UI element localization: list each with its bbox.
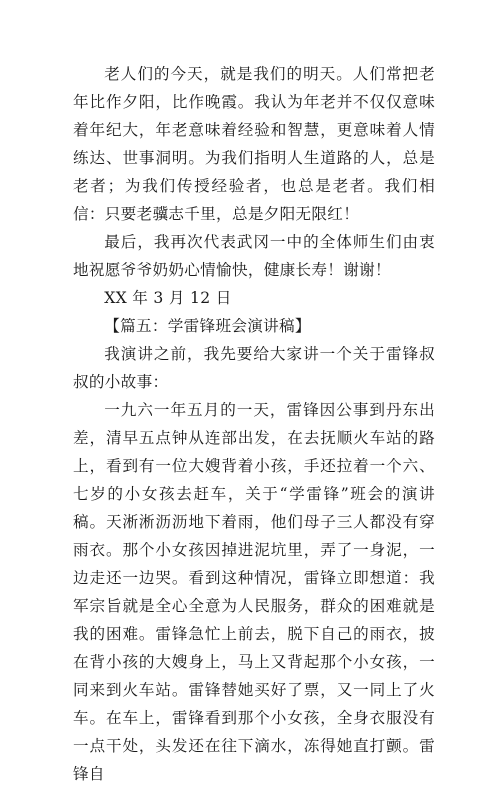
paragraph-lei-feng-story: 一九六一年五月的一天，雷锋因公事到丹东出差，清早五点钟从连部出发，在去抚顺火车站的路上，看到有一位大嫂背着小孩，手还拉着一个六、七岁的小女孩去赶车，关于“学雷锋”班会的演讲稿。天淅淅沥沥地下着雨，他们母子三人都没有穿雨衣。那个小女孩因掉进泥坑里，弄了一身泥，一边走还一边哭。看到这种情况，雷锋立即想道：我军宗旨就是全心全意为人民服务，群众的困难就是我的困难。雷锋急忙上前去，脱下自己的雨衣，披在背小孩的大嫂身上，马上又背起那个小女孩，一同来到火车站。雷锋替她买好了票，又一同上了火车。在车上，雷锋看到那个小女孩，全身衣服没有一点干处，头发还在往下滴水，冻得她直打颤。雷锋自 [73,401,435,783]
paragraph-closing-wishes: 最后，我再次代表武冈一中的全体师生们由衷地祝愿爷爷奶奶心情愉快，健康长寿！谢谢！ [73,233,435,279]
section-heading: 【篇五：学雷锋班会演讲稿】 [104,317,311,335]
date-line: XX 年 3 月 12 日 [104,289,232,307]
paragraph-story-intro: 我演讲之前，我先要给大家讲一个关于雷锋叔叔的小故事： [73,345,435,391]
paragraph-elderly-future: 老人们的今天，就是我们的明天。人们常把老年比作夕阳，比作晚霞。我认为年老并不仅仅意味着年纪大，年老意味着经验和智慧，更意味着人情练达、世事洞明。为我们指明人生道路的人，总是老者；为我们传授经验者，也总是老者。我们相信：只要老骥志千里，总是夕阳无限红！ [73,65,435,223]
document-body [73,60,435,788]
